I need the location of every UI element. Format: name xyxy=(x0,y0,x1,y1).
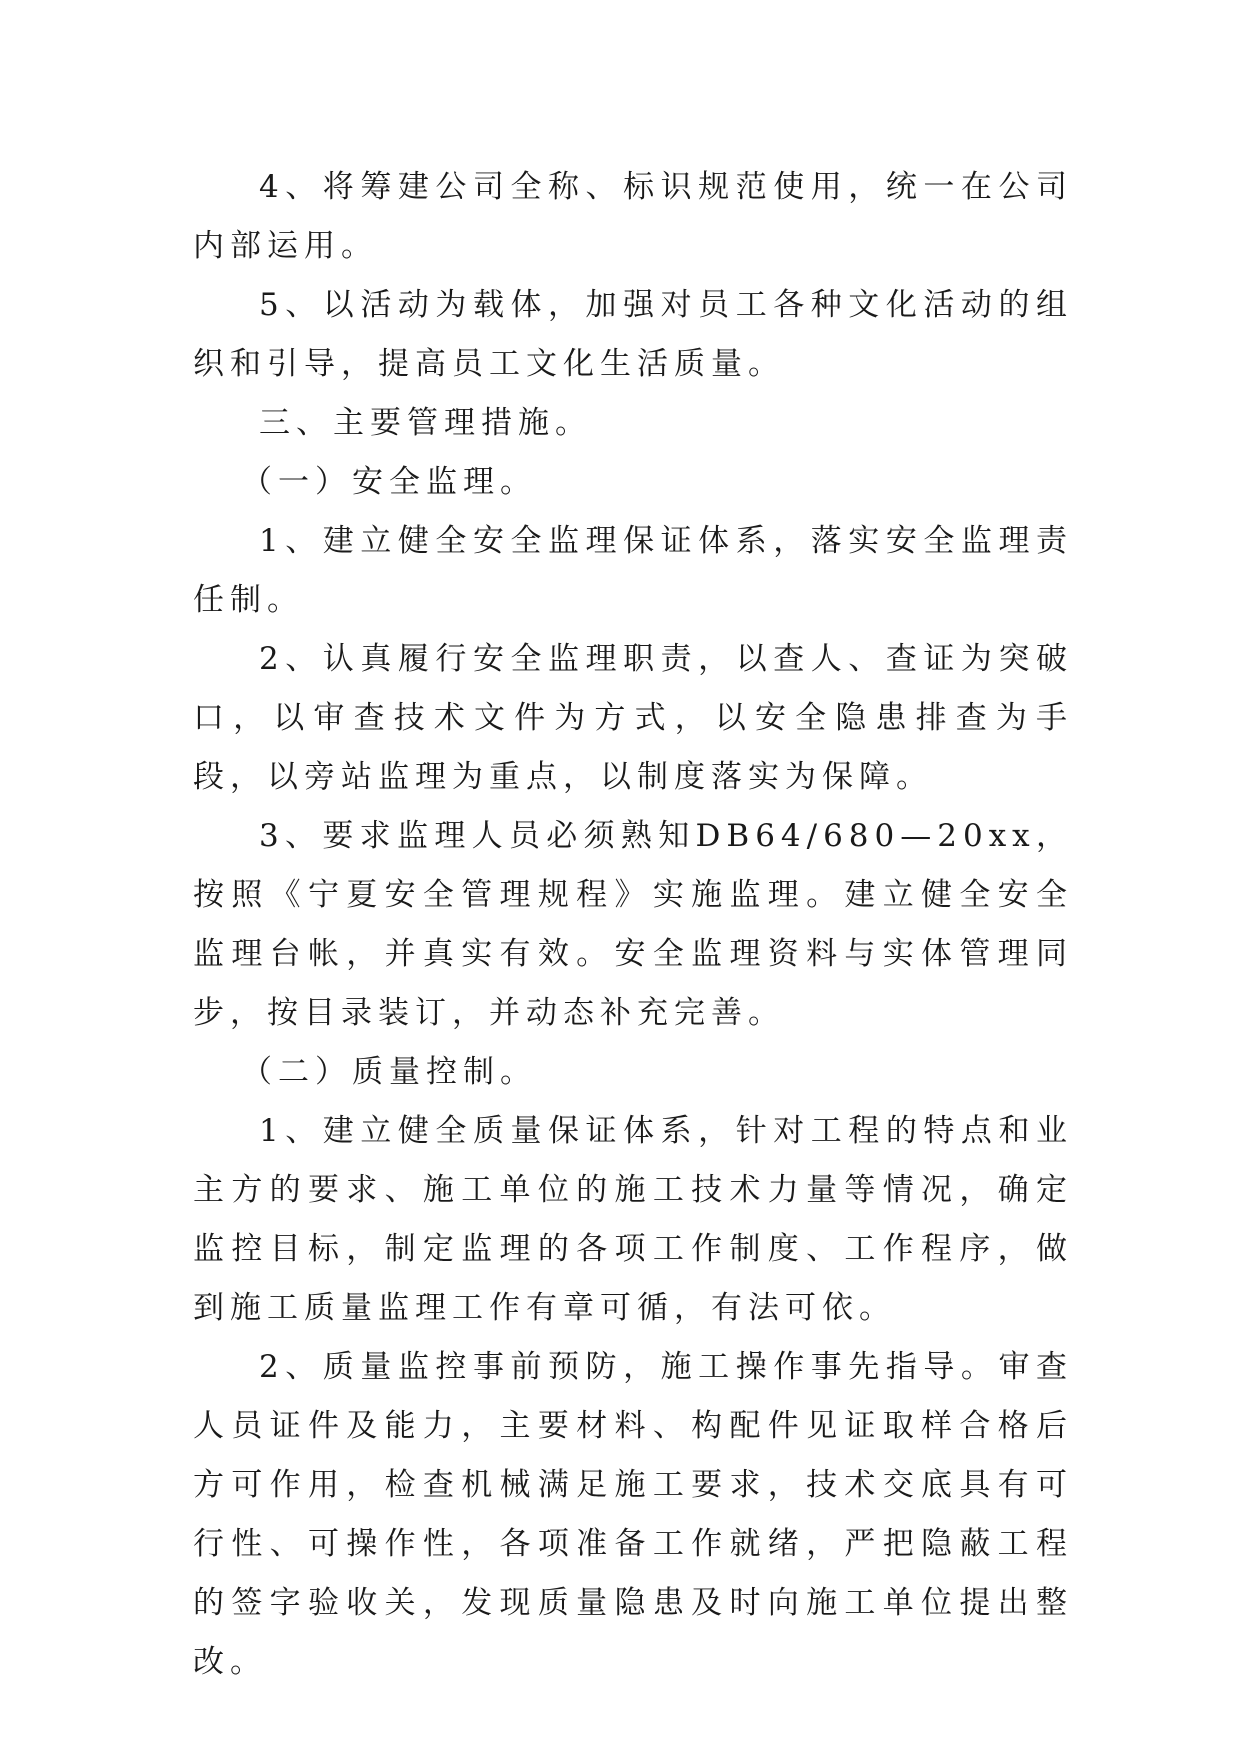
paragraph-safety-2: 2、认真履行安全监理职责，以查人、查证为突破口，以审查技术文件为方式，以安全隐患排查为手段，以旁站监理为重点，以制度落实为保障。 xyxy=(193,641,1073,795)
paragraph-safety-1: 1、建立健全安全监理保证体系，落实安全监理责任制。 xyxy=(193,523,1073,618)
subsection-heading-safety: （一）安全监理。 xyxy=(241,464,537,500)
paragraph-quality-2: 2、质量监控事前预防，施工操作事先指导。审查人员证件及能力，主要材料、构配件见证取样合格后方可作用，检查机械满足施工要求，技术交底具有可行性、可操作性，各项准备工作就绪，严把隐蔽工程的签字验收关，发现质量隐患及时向施工单位提出整改。 xyxy=(193,1349,1073,1680)
paragraph-safety-3: 3、要求监理人员必须熟知DB64/680—20xx，按照《宁夏安全管理规程》实施监理。建立健全安全监理台帐，并真实有效。安全监理资料与实体管理同步，按目录装订，并动态补充完善。 xyxy=(193,818,1073,1031)
paragraph-item-5: 5、以活动为载体，加强对员工各种文化活动的组织和引导，提高员工文化生活质量。 xyxy=(193,287,1073,382)
subsection-heading-quality: （二）质量控制。 xyxy=(241,1054,537,1090)
section-heading-3: 三、主要管理措施。 xyxy=(259,405,592,441)
document-body xyxy=(193,158,1073,1692)
paragraph-item-4: 4、将筹建公司全称、标识规范使用，统一在公司内部运用。 xyxy=(193,169,1073,264)
paragraph-quality-1: 1、建立健全质量保证体系，针对工程的特点和业主方的要求、施工单位的施工技术力量等情况，确定监控目标，制定监理的各项工作制度、工作程序，做到施工质量监理工作有章可循，有法可依。 xyxy=(193,1113,1073,1326)
